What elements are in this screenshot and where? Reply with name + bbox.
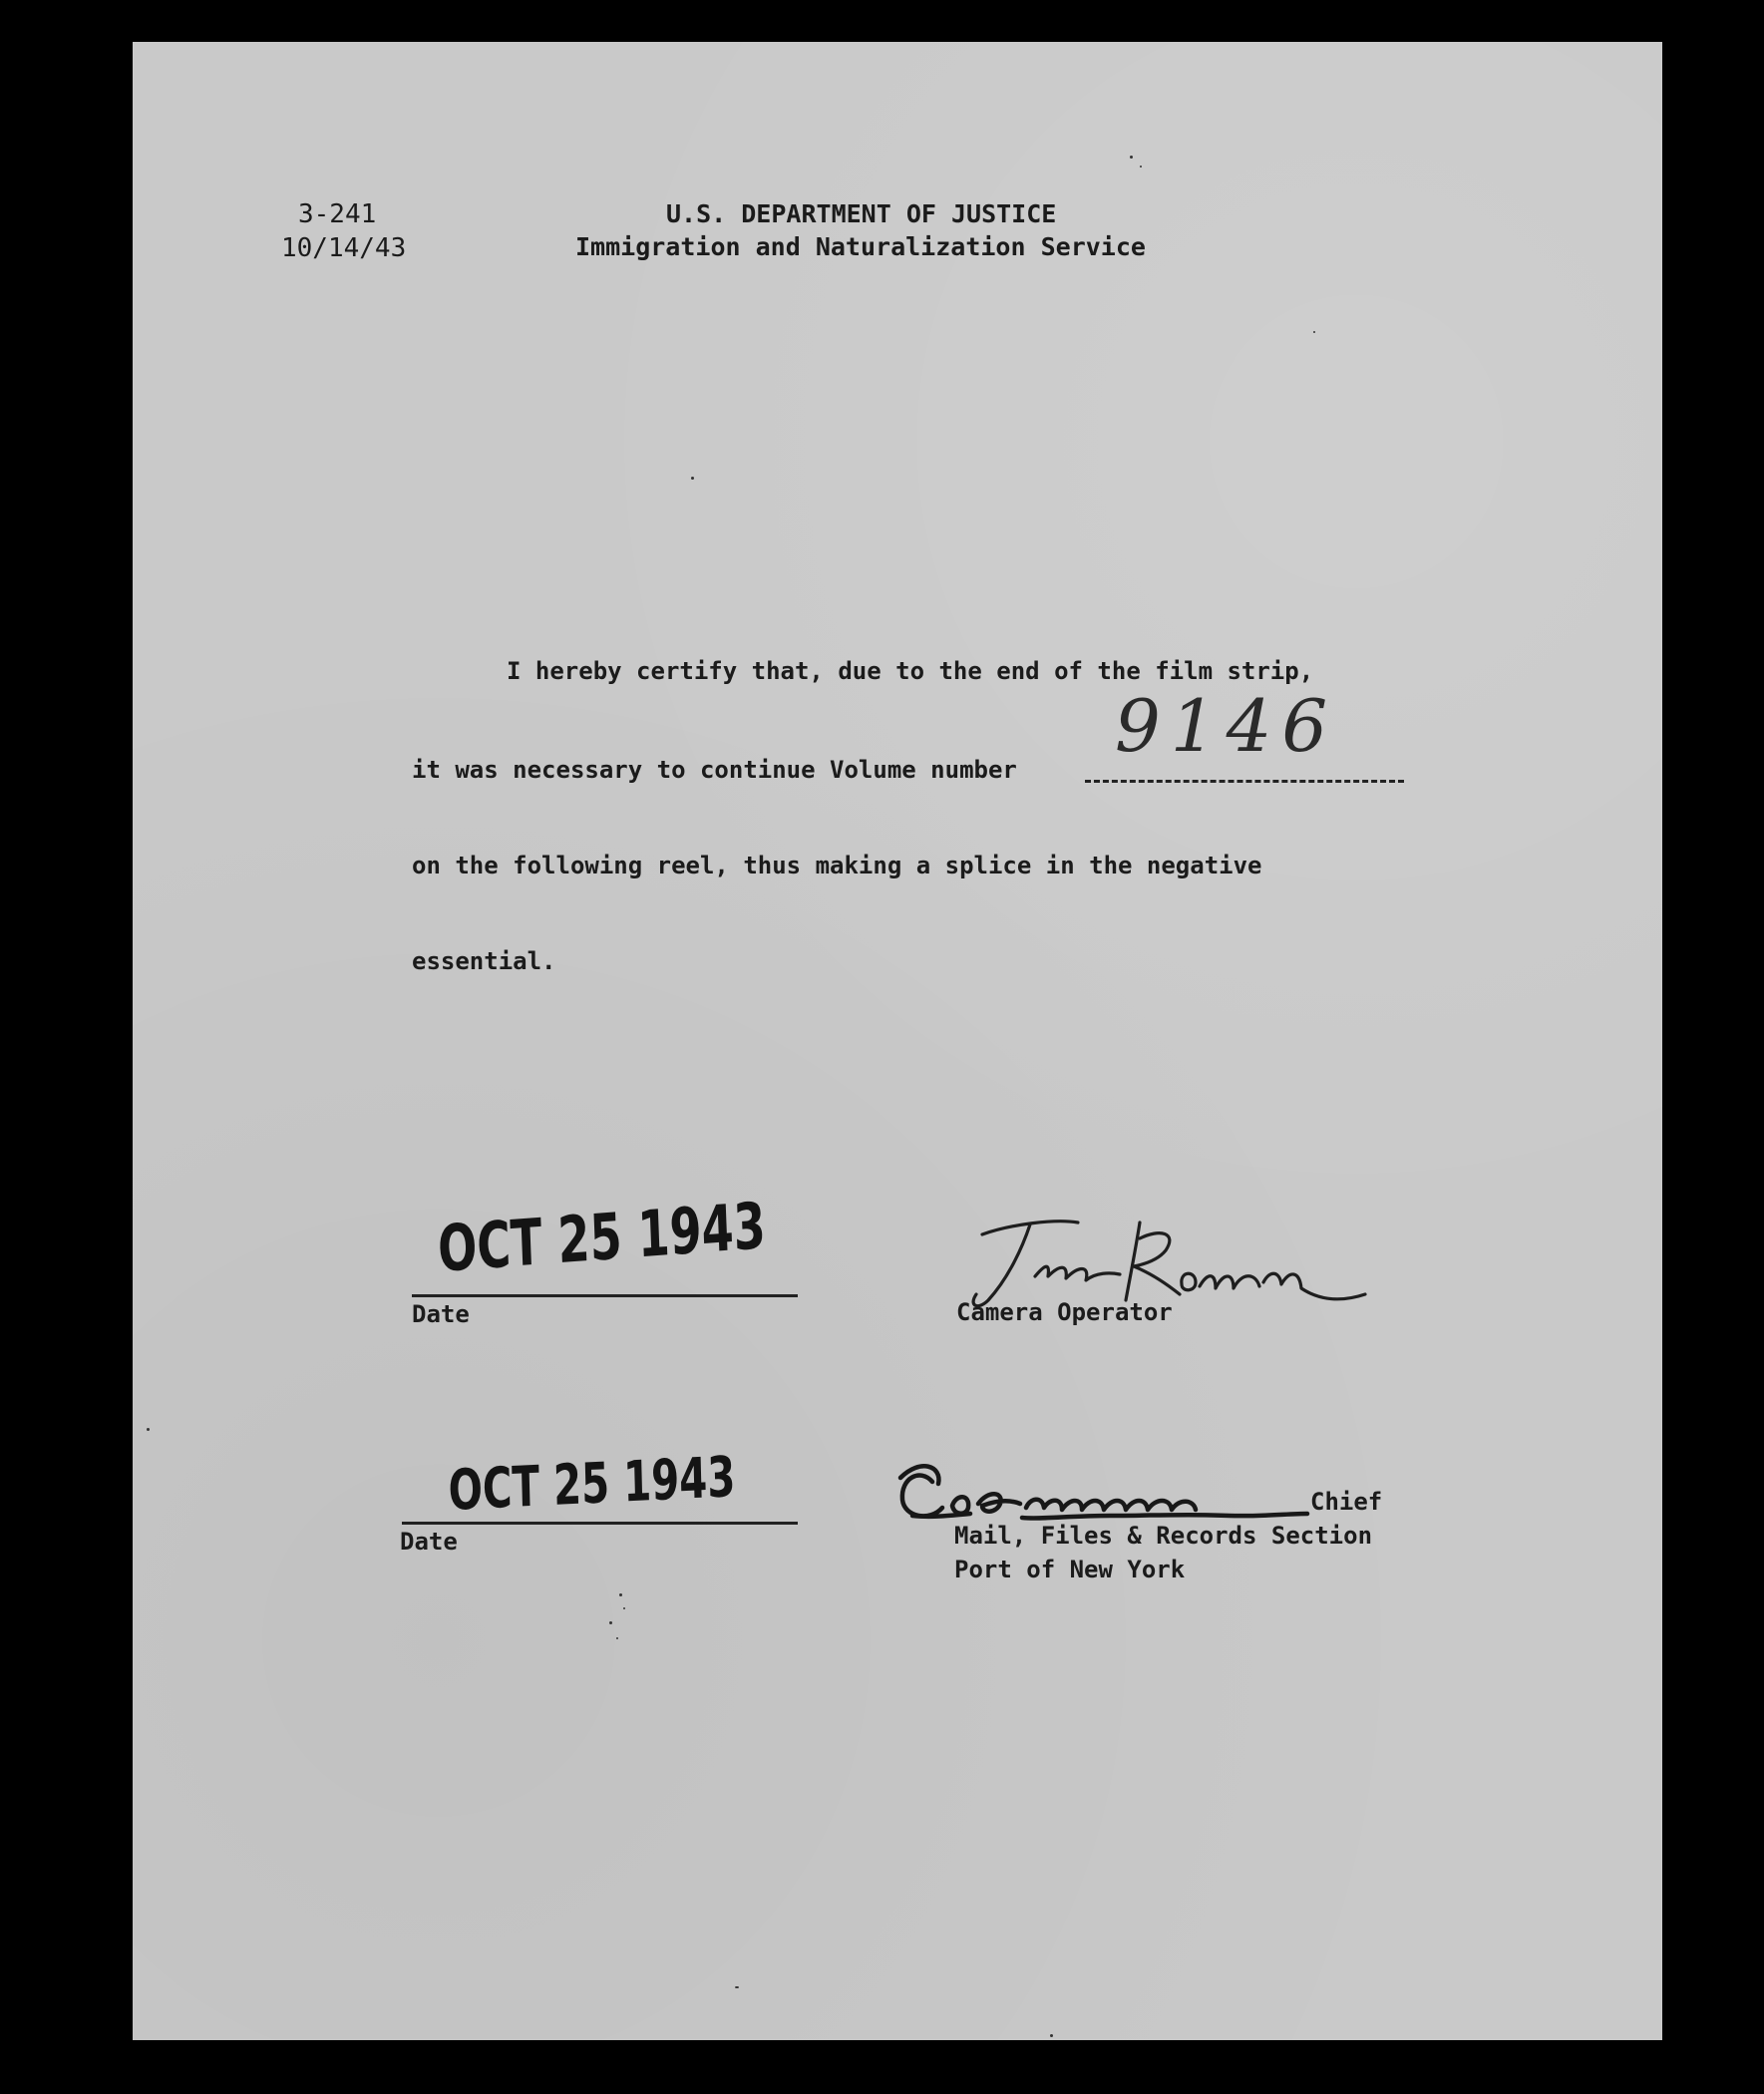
date-stamp-chief: OCT 25 1943 (447, 1445, 737, 1524)
date-label-camera: Date (412, 1300, 470, 1328)
volume-number-handwritten: 9146 (1115, 684, 1338, 768)
port-label: Port of New York (954, 1556, 1186, 1583)
chief-signature (133, 42, 1662, 2040)
records-section-label: Mail, Files & Records Section (954, 1522, 1373, 1550)
camera-operator-label: Camera Operator (956, 1298, 1173, 1326)
form-number: 3-241 (298, 199, 377, 229)
certification-line-1: I hereby certify that, due to the end of the film strip, (507, 657, 1314, 685)
form-revision-date: 10/14/43 (281, 233, 407, 263)
date-stamp-camera: OCT 25 1943 (436, 1190, 768, 1287)
document-sheet (133, 42, 1662, 2040)
department-heading: U.S. DEPARTMENT OF JUSTICE (666, 199, 1057, 228)
chief-title-label: Chief (1310, 1488, 1383, 1516)
certification-line-2: it was necessary to continue Volume number (412, 756, 1017, 784)
service-heading: Immigration and Naturalization Service (575, 232, 1146, 261)
certification-line-3: on the following reel, thus making a splice in the negative (412, 852, 1262, 879)
date-label-chief: Date (400, 1528, 458, 1556)
certification-line-4: essential. (412, 947, 556, 975)
